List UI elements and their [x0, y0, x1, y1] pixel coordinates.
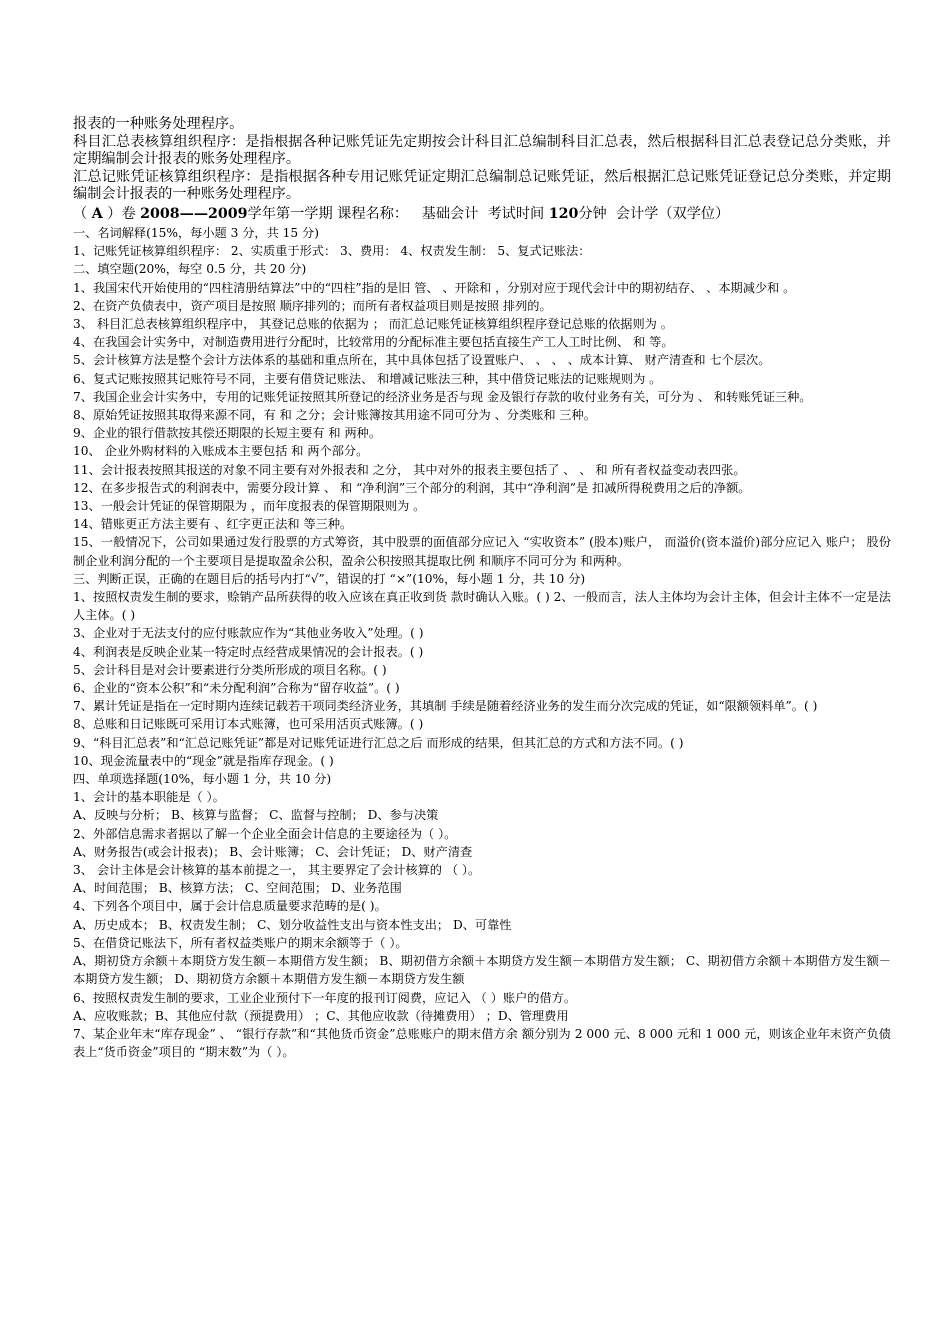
exam-minutes: 120: [548, 205, 579, 222]
major: 会计学（双学位）: [615, 205, 730, 222]
question-line: 7、累计凭证是指在一定时期内连续记载若干项同类经济业务，其填制 手续是随着经济业务的发生而分次完成的凭证，如“限额领料单”。( ): [73, 699, 818, 714]
question-line: 5、在借贷记账法下，所有者权益类账户的期末余额等于（ ）。: [73, 935, 408, 950]
question-line: 6、企业的“资本公积”和“未分配利润”合称为“留存收益”。( ): [73, 681, 400, 696]
question-line: 2、外部信息需求者据以了解一个企业全面会计信息的主要途径为（ ）。: [73, 826, 457, 841]
question-line: 7、我国企业会计实务中，专用的记账凭证按照其所登记的经济业务是否与现 金及银行存款的收付业务有关，可分为 、 和转账凭证三种。: [73, 389, 812, 404]
section-heading: 四、单项选择题(10%，每小题 1 分，共 10 分): [73, 772, 332, 787]
paper-code: A: [91, 205, 103, 222]
question-line: 10、现金流量表中的“现金”就是指库存现金。( ): [73, 753, 334, 768]
question-line: 4、下列各个项目中，属于会计信息质量要求范畴的是( )。: [73, 899, 387, 914]
question-line: 6、复式记账按照其记账符号不同，主要有借贷记账法、 和增减记账法三种，其中借贷记账法的记账规则为 。: [73, 371, 662, 386]
question-line: 5、会计科目是对会计要素进行分类所形成的项目名称。( ): [73, 662, 387, 677]
header-close: ）卷: [107, 205, 136, 222]
question-line: 4、利润表是反映企业某一特定时点经营成果情况的会计报表。( ): [73, 644, 424, 659]
section-heading: 三、判断正误，正确的在题目后的括号内打“√”，错误的打 “×”(10%，每小题 1 分，共 10 分): [73, 571, 586, 586]
question-line: 11、会计报表按照其报送的对象不同主要有对外报表和 之分， 其中对外的报表主要包括了 、 、 和 所有者权益变动表四张。: [73, 462, 746, 477]
options-line: A、历史成本； B、权责发生制； C、划分收益性支出与资本性支出； D、可靠性: [73, 917, 512, 932]
course-name: 基础会计: [421, 205, 479, 222]
academic-year: 2008——2009: [140, 205, 248, 222]
minutes-unit: 分钟: [578, 205, 607, 222]
question-line: 9、企业的银行借款按其偿还期限的长短主要有 和 两种。: [73, 426, 382, 441]
exam-header: [73, 204, 891, 224]
question-line: 10、 企业外购材料的入账成本主要包括 和 两个部分。: [73, 444, 369, 459]
question-line: 12、在多步报告式的利润表中，需要分段计算 、 和 “净利润”三个部分的利润，其中“净利润”是 扣减所得税费用之后的净额。: [73, 480, 751, 495]
section-heading: 一、名词解释(15%，每小题 3 分，共 15 分): [73, 225, 319, 240]
question-line: 1、记账凭证核算组织程序： 2、实质重于形式： 3、费用： 4、权责发生制： 5、复式记账法：: [73, 244, 591, 259]
question-line: 3、 科目汇总表核算组织程序中， 其登记总账的依据为 ； 而汇总记账凭证核算组织程序登记总账的依据则为 。: [73, 316, 673, 331]
intro-paragraph: 科目汇总表核算组织程序：是指根据各种记账凭证先定期按会计科目汇总编制科目汇总表，然后根据科目汇总表登记总分类账，并定期编制会计报表的账务处理程序。: [73, 133, 891, 168]
course-label: 课程名称：: [337, 205, 409, 222]
question-line: 2、在资产负债表中，资产项目是按照 顺序排列的；而所有者权益项目则是按照 排列的。: [73, 298, 552, 313]
question-line: 3、 会计主体是会计核算的基本前提之一， 其主要界定了会计核算的 （ ）。: [73, 863, 481, 878]
options-line: A、反映与分析； B、核算与监督； C、监督与控制； D、参与决策: [73, 808, 439, 823]
question-line: 3、企业对于无法支付的应付账款应作为“其他业务收入”处理。( ): [73, 626, 424, 641]
intro-paragraph: 汇总记账凭证核算组织程序：是指根据各种专用记账凭证定期汇总编制总记账凭证，然后根据汇总记账凭证登记总分类账，并定期编制会计报表的一种账务处理程序。: [73, 168, 891, 203]
question-line: 1、按照权责发生制的要求，赊销产品所获得的收入应该在真正收到货 款时确认入账。( ) 2、一般而言，法人主体均为会计主体，但会计主体不一定是法人主体。( ): [73, 590, 891, 623]
question-line: 15、一般情况下，公司如果通过发行股票的方式筹资，其中股票的面值部分应记入 “实收资本” (股本)账户， 而溢价(资本溢价)部分应记入 账户； 股份制企业利润分配的一个主要项目是提取盈余公积，盈余公积按照其提取比例 和顺序不同可分为 和两种。: [73, 535, 891, 568]
question-line: 8、总账和日记账既可采用订本式账簿，也可采用活页式账簿。( ): [73, 717, 424, 732]
header-open: （: [73, 205, 88, 222]
options-line: A、时间范围； B、核算方法； C、空间范围； D、业务范围: [73, 881, 402, 896]
question-line: 5、会计核算方法是整个会计方法体系的基础和重点所在，其中具体包括了设置账户、 、 、 、成本计算、 财产清查和 七个层次。: [73, 353, 771, 368]
question-line: 6、按照权责发生制的要求，工业企业预付下一年度的报刊订阅费，应记入 （ ）账户的借方。: [73, 990, 577, 1005]
question-line: 7、某企业年末“库存现金” 、 “银行存款”和“其他货币资金”总账账户的期末借方余 额分别为 2 000 元、8 000 元和 1 000 元，则该企业年末资产负债表上“货币资金”项目的 “期末数”为（ ）。: [73, 1026, 891, 1060]
options-line: A、财务报告(或会计报表)； B、会计账簿； C、会计凭证； D、财产清查: [73, 844, 473, 859]
question-line: 14、错账更正方法主要有 、红字更正法和 等三种。: [73, 517, 353, 532]
document-page: [73, 116, 891, 1061]
question-line: 1、我国宋代开始使用的“四柱清册结算法”中的“四柱”指的是旧 管、 、开除和 ，分别对应于现代会计中的期初结存、 、本期减少和 。: [73, 280, 796, 295]
options-line: A、期初贷方余额＋本期贷方发生额－本期借方发生额； B、期初借方余额＋本期贷方发生额－本期借方发生额； C、期初借方余额＋本期借方发生额－本期贷方发生额； D、期初贷方余额＋本期借方发生额－本期贷方发生额: [73, 954, 891, 987]
intro-line: 报表的一种账务处理程序。: [73, 116, 244, 132]
question-line: 4、在我国会计实务中，对制造费用进行分配时，比较常用的分配标准主要包括直接生产工人工时比例、 和 等。: [73, 335, 674, 350]
section-heading: 二、填空题(20%，每空 0.5 分，共 20 分): [73, 262, 307, 277]
time-label: 考试时间: [487, 205, 545, 222]
question-line: 1、会计的基本职能是（ ）。: [73, 790, 225, 805]
question-line: 9、“科目汇总表”和“汇总记账凭证”都是对记账凭证进行汇总之后 而形成的结果，但其汇总的方式和方法不同。( ): [73, 735, 684, 750]
options-line: A、应收账款；B、其他应付款（预提费用） ；C、其他应收款（待摊费用） ；D、管理费用: [73, 1008, 569, 1023]
term: 学年第一学期: [247, 205, 333, 222]
question-line: 8、原始凭证按照其取得来源不同，有 和 之分；会计账簿按其用途不同可分为 、分类账和 三种。: [73, 408, 596, 422]
question-line: 13、一般会计凭证的保管期限为 ，而年度报表的保管期限则为 。: [73, 499, 426, 514]
